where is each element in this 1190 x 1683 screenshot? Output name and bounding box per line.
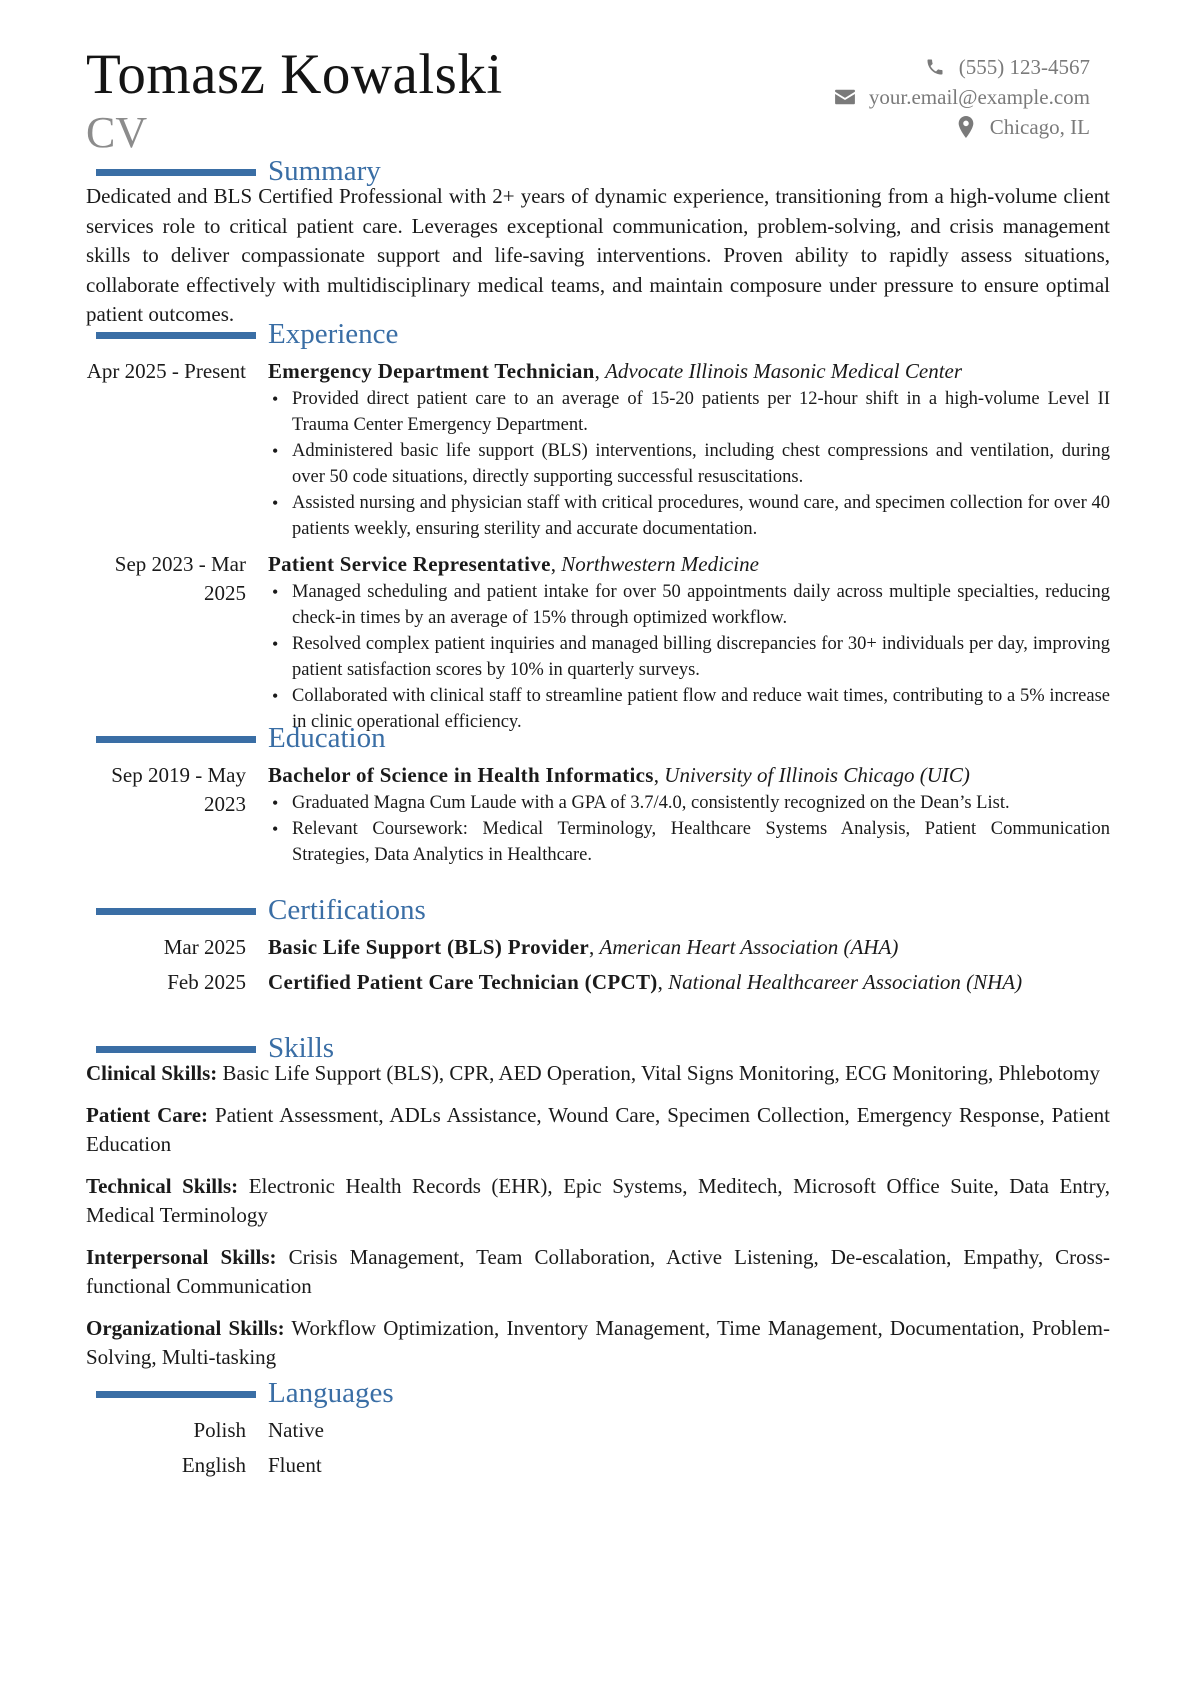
phone-icon [923, 56, 947, 78]
section-title: Experience [268, 318, 399, 350]
experience-entry [86, 550, 1110, 735]
entry-institution: University of Illinois Chicago (UIC) [664, 763, 970, 787]
skill-category-label: Clinical Skills: [86, 1061, 218, 1085]
entry-date: Feb 2025 [167, 970, 246, 994]
skill-category [86, 1314, 1110, 1373]
contact-location-text: Chicago, IL [989, 114, 1090, 139]
list-item: • Graduated Magna Cum Laude with a GPA of 3.7/4.0, consistently recognized on the Dean’s List. [268, 790, 1110, 816]
skill-category-list: Crisis Management, Team Collaboration, Active Listening, De-escalation, Empathy, Cross-functional Communication [86, 1244, 1111, 1298]
language-entry [86, 1416, 1110, 1445]
entry-heading: Emergency Department Technician, Advocate Illinois Masonic Medical Center [268, 359, 963, 383]
certification-entry [86, 968, 1110, 997]
experience-section [86, 317, 1110, 735]
list-item: • Managed scheduling and patient intake for over 50 appointments daily across multiple specialties, reducing check-in times by an average of 15% through optimized workflow. [268, 579, 1110, 631]
certification-issuer: National Healthcareer Association (NHA) [668, 970, 1023, 994]
section-title: Summary [268, 155, 381, 187]
contact-email [833, 82, 1090, 112]
entry-date: Apr 2025 - Present [86, 359, 246, 383]
skills-section [86, 1031, 1110, 1385]
section-title: Skills [268, 1032, 335, 1064]
certification-name: Certified Patient Care Technician (CPCT) [268, 970, 658, 994]
entry-bullets [268, 386, 1110, 542]
skill-category-label: Patient Care: [86, 1102, 209, 1127]
language-name: English [181, 1453, 246, 1477]
candidate-name: Tomasz Kowalski [86, 43, 503, 106]
languages-section [86, 1376, 1110, 1480]
skill-category-list: Patient Assessment, ADLs Assistance, Wound Care, Specimen Collection, Emergency Response, Patient Education [86, 1102, 1111, 1156]
contact-phone-text: (555) 123-4567 [958, 54, 1090, 79]
skill-category-list: Basic Life Support (BLS), CPR, AED Operation, Vital Signs Monitoring, ECG Monitoring, Phlebotomy [222, 1061, 1100, 1085]
skill-category-list: Electronic Health Records (EHR), Epic Systems, Meditech, Microsoft Office Suite, Data Entry, Medical Terminology [86, 1173, 1110, 1227]
section-header [86, 1376, 1110, 1410]
section-header [86, 893, 1110, 927]
section-title: Languages [268, 1377, 394, 1409]
language-entry [86, 1451, 1110, 1480]
entry-heading: Bachelor of Science in Health Informatics, University of Illinois Chicago (UIC) [268, 763, 970, 787]
certification-entry [86, 933, 1110, 962]
education-entry [86, 761, 1110, 868]
list-item: • Provided direct patient care to an average of 15-20 patients per 12-hour shift in a high-volume Level II Trauma Center Emergency Department. [268, 386, 1110, 438]
skill-category-list: Workflow Optimization, Inventory Management, Time Management, Documentation, Problem-Solving, Multi-tasking [86, 1315, 1111, 1369]
experience-entry [86, 357, 1110, 542]
list-item: • Resolved complex patient inquiries and managed billing discrepancies for 30+ individuals per day, improving patient satisfaction scores by 10% in quarterly surveys. [268, 631, 1110, 683]
entry-bullets [268, 790, 1110, 868]
entry-bullets [268, 579, 1110, 735]
skill-category [86, 1101, 1110, 1160]
entry-role: Emergency Department Technician [268, 359, 595, 383]
list-item: • Relevant Coursework: Medical Terminology, Healthcare Systems Analysis, Patient Communication Strategies, Data Analytics in Healthcare. [268, 816, 1110, 868]
section-rule [96, 169, 256, 176]
contact-email-text[interactable]: your.email@example.com [868, 84, 1090, 109]
section-header [86, 1031, 1110, 1065]
summary-text: Dedicated and BLS Certified Professional with 2+ years of dynamic experience, transitioning from a high-volume client services role to critical patient care. Leverages exceptional communication, problem-solving, and crisis management skills to deliver compassionate support and life-saving interventions. Proven ability to rapidly assess situations, collaborate effectively with multidisciplinary medical teams, and maintain composure under pressure to ensure optimal patient outcomes. [86, 184, 1110, 326]
certification-name: Basic Life Support (BLS) Provider [268, 935, 590, 959]
entry-heading: Basic Life Support (BLS) Provider, American Heart Association (AHA) [268, 935, 899, 959]
entry-date: Sep 2019 - May 2023 [111, 763, 246, 816]
skill-category [86, 1243, 1110, 1302]
section-title: Certifications [268, 894, 426, 926]
section-rule [96, 1046, 256, 1053]
language-level: Native [268, 1418, 324, 1442]
contact-phone [833, 52, 1090, 82]
map-pin-icon [954, 116, 978, 138]
language-level: Fluent [268, 1453, 322, 1477]
entry-organization: Northwestern Medicine [561, 552, 759, 576]
section-header [86, 317, 1110, 351]
education-section [86, 721, 1110, 868]
section-header [86, 721, 1110, 755]
entry-degree: Bachelor of Science in Health Informatics [268, 763, 654, 787]
envelope-icon [833, 86, 857, 108]
certification-issuer: American Heart Association (AHA) [599, 935, 899, 959]
section-rule [96, 332, 256, 339]
language-name: Polish [193, 1418, 246, 1442]
skill-category-label: Organizational Skills: [86, 1315, 285, 1340]
section-rule [96, 1391, 256, 1398]
certifications-section [86, 893, 1110, 997]
list-item: • Administered basic life support (BLS) interventions, including chest compressions and ventilation, during over 50 code situations, directly supporting successful resuscitations. [268, 438, 1110, 490]
entry-heading: Patient Service Representative, Northwestern Medicine [268, 552, 759, 576]
skill-category-label: Interpersonal Skills: [86, 1244, 277, 1269]
entry-heading: Certified Patient Care Technician (CPCT), National Healthcareer Association (NHA) [268, 970, 1023, 994]
summary-section [86, 154, 1110, 330]
section-rule [96, 908, 256, 915]
section-header [86, 154, 1110, 188]
section-rule [96, 736, 256, 743]
entry-date: Mar 2025 [163, 935, 246, 959]
list-item: • Collaborated with clinical staff to streamline patient flow and reduce wait times, contributing to a 5% increase in clinic operational efficiency. [268, 683, 1110, 735]
contact-block [833, 52, 1090, 142]
section-title: Education [268, 722, 386, 754]
skill-category-label: Technical Skills: [86, 1173, 239, 1198]
skill-category [86, 1172, 1110, 1231]
entry-organization: Advocate Illinois Masonic Medical Center [605, 359, 963, 383]
list-item: • Assisted nursing and physician staff with critical procedures, wound care, and specimen collection for over 40 patients weekly, ensuring sterility and accurate documentation. [268, 490, 1110, 542]
contact-location [833, 112, 1090, 142]
entry-date: Sep 2023 - Mar 2025 [114, 552, 246, 605]
entry-role: Patient Service Representative [268, 552, 551, 576]
document-subtitle: CV [86, 108, 148, 157]
